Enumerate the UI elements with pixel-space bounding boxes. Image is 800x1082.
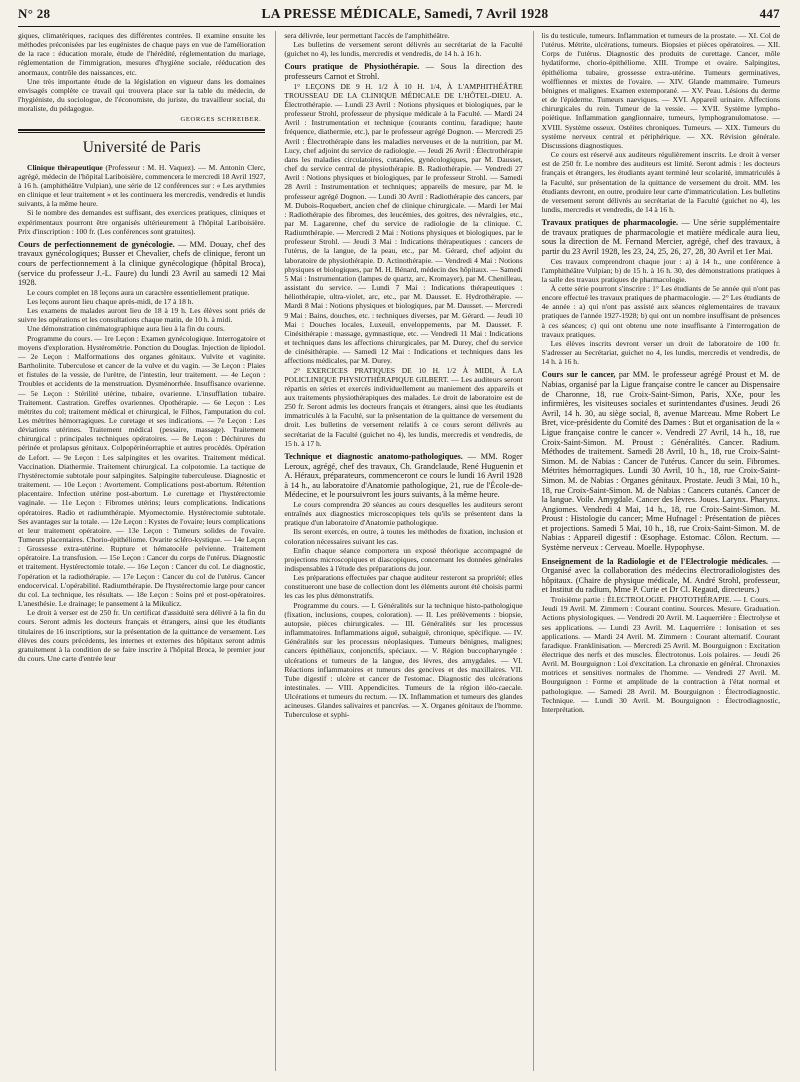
continuation-paragraph-2: Les bulletins de versement seront délivrés au secrétariat de la Faculté (guichet no 4), les lundis, mercredis et vendredis, de 14 h. à 16 h.	[284, 40, 523, 59]
tech-paragraph-5: Les préparations effectuées par chaque auditeur resteront sa propriété; elles constitueront une base de collection dont les éléments auront été choisis parmi les cas les plus démonstratifs.	[284, 573, 523, 601]
tech-programme: Programme du cours. — I. Généralités sur la technique histo-pathologique (fixation, inclusions, coupes, coloration). — II. Les prélèvements : biopsie, autopsie, pièces chirurgicales. — III. Généralités sur les processus inflammatoires. Inflammations aiguë, subaiguë, chronique, spécifique. — IV. Généralités sur les processus néoplasiques. Tumeurs bénignes, malignes; cancers épithéliaux, conjonctifs, spéciaux. — V. Région buccopharyngée : ulcérations et tumeurs de la langue, des lèvres, des amygdales. — VI. Réactions inflammatoires et tumeurs des gencives et des maxillaires. VII. Tube digestif : ulcère et cancer de l'estomac. Diagnostic des ulcérations intestinales. — VIII. Appendicites. Tumeurs de la région iléo-caecale. Ulcérations et tumeurs du rectum. — IX. Inflammation et tumeurs des glandes acineuses. Glandes salivaires et pancréas. — X. Organes génitaux de l'homme. Tuberculose et syphi-	[284, 600, 523, 720]
clinique-heading: Clinique thérapeutique	[27, 162, 103, 172]
section-title: Université de Paris	[82, 138, 201, 156]
intro-paragraph: giques, climatériques, raciques des différentes contrées. Il examine ensuite les méthodes préconisées par les eugénistes de chaque pays en vue de l'amélioration de la race : éducation morale, étude de l'hérédité, réglementation du mariage, réglementation de l'immigration, mesures d'hygiène sociale, rééducation des anormaux, contrôle des naissances, etc.	[18, 31, 266, 77]
clinique-text: (Professeur : M. H. Vaquez). — M. Antonin Clerc, agrégé, médecin de l'hôpital Lariboisière, commencera le mercredi 18 Avril 1927, à 16 h. (amphithéâtre Vulpian), une série de 12 conférences sur : « Les arythmies en clinique et leur traitement » et les continuera les mercredis, vendredis et lundis suivants, à la même heure.	[18, 162, 266, 209]
cancer-text: par MM. le professeur agrégé Proust et M. de Nabias, organisé par la Ligue française contre le cancer au Dispensaire de Charonne, 18, rue Croix-Saint-Simon, Paris, XXe, pour les infirmières, les visiteuses sociales et surintendantes d'usines. Jeudi 26 Avril, 14 h. 30, au siège social, 8, avenue Marceau. Mme Robert Le Bret, vice-présidente du Comité des Dames : But et organisation de la « Ligue française contre le cancer ». Vendredi 27 Avril, 14 h., 18, rue Croix-Saint-Simon. M. Proust : Généralités. Cancer. Radium. Méthodes de traitement. Samedi 28 Avril, 10 h., 18, rue Croix-Saint-Simon. M. de Nabias : Cancer de l'utérus. Cancer du sein. Fibromes. Métrites hémorragiques. Lundi 30 Avril, 10 h., 18, rue Croix-Saint-Simon. M. de Nabias : Organes génitaux. Prostate. Jeudi 3 Mai, 10 h., 18, rue Croix-Saint-Simon. M. de Nabias : Cancers cutanés. Cancer de la langue. Voile. Amygdale. Cancer des lèvres. Joues. Larynx. Pharynx. Angiomes. Vendredi 4 Mai, 14 h., 18, rue Croix-Saint-Simon. M. Proust : Histologie du cancer; Mme Hufnagel : Présentation de pièces et projections. Samedi 5 Mai, 10 h., 18, rue Croix-Saint-Simon. M. de Nabias : Appareil digestif : Œsophage. Estomac. Côlon. Rectum. — Système nerveux : Cerveau. Moelle. Hypophyse.	[541, 370, 780, 553]
text-columns	[18, 31, 780, 1071]
tech-paragraph-2: Le cours comprendra 20 séances au cours desquelles les auditeurs seront entraînés aux diagnostics microscopiques tels qu'ils se présentent dans la pratique d'un laboratoire d'Anatomie pathologique.	[284, 499, 523, 528]
tech-paragraph-3: Ils seront exercés, en outre, à toutes les méthodes de fixation, inclusion et coloration nécessaires suivant les cas.	[284, 527, 523, 546]
page-number: 447	[759, 6, 780, 21]
radio-heading: Enseignement de la Radiologie et de l'Electrologie médicales.	[541, 556, 768, 566]
masthead: LA PRESSE MÉDICALE, Samedi, 7 Avril 1928	[261, 6, 549, 21]
running-head	[18, 6, 780, 27]
radio-paragraph-2: Troisième partie : ÉLECTROLOGIE. PHOTOTHÉRAPIE. — I. Cours. — Jeudi 19 Avril. M. Zimmern : Courant continu. Sources. Mesure. Graduation. Actions physiologiques. — Vendredi 20 Avril. M. Laquerrière : Électrolyse et ses applications. — Lundi 23 Avril. M. Laquerrière : Ionisation et ses applications. — Mardi 24 Avril. M. Zimmern : Courant alternatif. Courant faradique. Franklinisation. — Mercredi 25 Avril. M. Bourguignon : Excitation électrique des nerfs et des muscles. Électrotonus. Lois polaires. — Jeudi 26 Avril. M. Bourguignon : Loi d'excitation. La chronaxie en général. Chronaxies motrices et sensitives normales de l'homme. — Vendredi 27 Avril. M. Bourguignon : Forme et amplitude de la contraction à l'état normal et pathologique. — Samedi 28 Avril. M. Bourguignon : Électrodiagnostic. Technique. — Lundi 30 Avril. M. Bourguignon : Électrodiagnostic, Interprétation.	[541, 595, 780, 714]
column-2	[275, 31, 522, 1071]
tech-text: — MM. Roger Leroux, agrégé, chef des travaux, Ch. Grandclaude, René Huguenin et A. Héraux, préparateurs, commenceront ce cours le lundi 16 Avril 1928 à 14 h., au laboratoire d'Anatomie pathologique, 21, rue de l'École-de-Médecine, et le poursuivront les jours suivants, à la même heure.	[284, 451, 523, 500]
physio-lessons: 1° LEÇONS DE 9 H. 1/2 À 10 H. 1/4, À L'AMPHITHÉÂTRE TROUSSEAU DE LA CLINIQUE MÉDICALE DE L'HÔTEL-DIEU. A. Électrothérapie. — Lundi 23 Avril : Notions physiques et biologiques, par le professeur Strohl, professeur de physique médicale à la Faculté. — Mardi 24 Avril : Instrumentation et technique (courants continu, faradique; haute fréquence, diathermie, etc.), par le professeur agrégé Dognon. — Mercredi 25 Avril : Électrothérapie dans les maladies nerveuses et de la nutrition, par M. Lucy, chef adjoint du service de radiologie. — Jeudi 26 Avril : Électrothérapie dans les maladies circulatoires, cutanées, gynécologiques, par M. Dausset, chef du service central de physiothérapie. B. Radiothérapie. — Vendredi 27 Avril : Notions physiques et biologiques, par le professeur Strohl. — Samedi 28 Avril : Instrumentation et techniques; appareils de mesure, par M. le professeur agrégé Dognon. — Lundi 30 Avril : Radiothérapie des cancers, par M. Dubois-Roquebert, ancien chef de clinique chirurgicale. — Mardi 1er Mai : Radiothérapie des fibromes, des leucémies, des goitres, des névralgies, etc., par M. Lagarenne, chef du service de radiologie de la clinique. C. Radiumthérapie. — Mercredi 2 Mai : Notions physiques et biologiques, par le professeur Strohl. — Jeudi 3 Mai : Indications thérapeutiques : cancers de l'utérus, de la langue, de la peau, etc., par M. Gérard, chef adjoint du laboratoire de physiothérapie. D. Actinothérapie. — Vendredi 4 Mai : Notions physiques et biologiques, par M. H. Bénard, médecin des hôpitaux. — Samedi 5 Mai : Instrumentation (lampes de quartz, arc, Kromayer), par M. Chenilleau, assistant du service. — Lundi 7 Mai : Indications thérapeutiques : héliothérapie, ultra-violet, arc, etc., par M. Dausset. E. Hydrothérapie. — Mardi 8 Mai : Notions physiques et biologiques, par M. Dausset. — Mercredi 9 Mai : Bains, douches, etc. : techniques diverses, par M. Gérard. — Jeudi 10 Mai : Douches locales, Luxeuil, enveloppements, par M. Dausset. F. Cinésithérapie : massage, gymnastique, etc. — Vendredi 11 Mai : Indications et techniques dans les affections chirurgicales, par M. Durey, chef du service de cinésithérapie. — Samedi 12 Mai : Indications et techniques dans les affections médicales, par M. Durey.	[284, 81, 523, 366]
clinique-paragraph-2: Si le nombre des demandes est suffisant, des exercices pratiques, cliniques et expérimentaux pourront être organisés ultérieurement à l'hôpital Lariboisière. Prix d'inscription : 100 fr. (Les conférences sont gratuites).	[18, 208, 266, 236]
pharma-paragraph-4: Les élèves inscrits devront verser un droit de laboratoire de 100 fr. S'adresser au Secrétariat, guichet no 4, les lundis, mercredis et vendredis, de 14 h. à 16 h.	[541, 338, 780, 367]
column-1	[18, 31, 265, 1071]
gyn-paragraph-3: Les leçons auront lieu chaque après-midi, de 17 à 18 h.	[27, 296, 194, 306]
cancer-heading: Cours sur le cancer,	[541, 370, 616, 380]
tech-paragraph-4: Enfin chaque séance comportera un exposé théorique accompagné de projections microscopiques et diascopiques, concernant les données générales indispensables à l'étude des préparations du jour.	[284, 545, 523, 573]
section-divider	[18, 129, 265, 131]
tech-heading: Technique et diagnostic anatomo-pathologiques.	[284, 451, 463, 461]
gyn-text: — MM. Douay, chef des travaux gynécologiques; Busser et Chevalier, chefs de clinique, feront un cours de perfectionnement à la clinique gynécologique (hôpital Broca), (service du professeur J.-L. Faure) du lundi 23 Avril au samedi 12 Mai 1928.	[18, 239, 266, 288]
gyn-paragraph-2: Le cours complet en 18 leçons aura un caractère essentiellement pratique.	[27, 287, 250, 297]
continuation-text: sera délivrée, leur permettant l'accès de l'amphithéâtre.	[284, 31, 450, 40]
physio-text: — Sous la direction des professeurs Carnot et Strohl.	[284, 62, 523, 82]
column-3	[533, 31, 780, 1071]
physio-exercises: 2° EXERCICES PRATIQUES DE 10 H. 1/2 À MIDI, À LA POLICLINIQUE PHYSIOTHÉRAPIQUE GILBERT. — Les auditeurs seront répartis en séries et exercés individuellement au maniement des appareils et aux traitements physiothérapiques des malades. Le droit de laboratoire est de 250 fr. Seront admis les docteurs français et étrangers, ainsi que les étudiants immatriculés à la Faculté, sur la présentation de la quittance de versement du droit. Les bulletins de versement relatifs à ce cours seront délivrés au secrétariat de la Faculté (guichet no 4), les lundis, mercredis et vendredis, de 15 h. à 17 h.	[284, 365, 523, 448]
physio-heading: Cours pratique de Physiothérapie.	[284, 62, 420, 72]
author-signature: GEORGES SCHREIBER.	[180, 116, 262, 124]
gyn-paragraph-4: Les examens de malades auront lieu de 18 à 19 h. Les élèves sont priés de suivre les opérations et les consultations chaque matin, de 10 h. à midi.	[18, 306, 266, 325]
radio-text: — Organisé avec la collaboration des médecins électroradiologistes des hôpitaux. (Chaire de physique médicale, M. André Strohl, professeur, et Institut du radium, Mme P. Curie et Dr Cl. Regaud, directeurs.)	[541, 556, 780, 595]
gyn-fees: Le droit à verser est de 250 fr. Un certificat d'assiduité sera délivré à la fin du cours. Seront admis les docteurs français et étrangers, ainsi que les étudiants titulaires de 16 inscriptions, sur la présentation de la quittance de versement. Les élèves des cours précédents, les internes et externes des hôpitaux seront admis gratuitement à la condition de se faire inscrire à l'hôpital Broca, le premier jour du cours. Une carte d'entrée leur	[18, 608, 266, 664]
continuation-programme: lis du testicule, tumeurs. Inflammation et tumeurs de la prostate. — XI. Col de l'utérus. Métrite, ulcérations, tumeurs. Biopsies et pièces opératoires. — XII. Corps de l'utérus. Diagnostic des produits de curettage. Cancer, môle hydatiforme, chorio-épithéliome. XIII. Trompe et ovaire. Salpingites, épithélioma tubaire, grossesse extra-utérine. Tumeurs germinatives, wolffiennes et mixtes de l'ovaire. — XIV. Glande mammaire. Tumeurs bénignes et malignes. Examen extemporané. — XV. Peau. Lésions du derme et de l'épiderme. Tumeurs naeviques. — XVI. Appareil urinaire. Affections chirurgicales du rein. Tumeur de la vessie. — XVII. Système lympho-poiétique. Inflammation ganglionnaire, tumeurs, lymphogranulomatose. — XVIII. Système osseux. Ostéites chroniques. Tumeurs. — XIX. Tumeurs du système nerveux central et périphérique. — XX. Révision générale. Discussions diagnostiques.	[541, 31, 780, 150]
section-divider-thin	[18, 132, 265, 133]
pharma-text: — Une série supplémentaire de travaux pratiques de pharmacologie et matière médicale aura lieu, sous la direction de M. Fernand Mercier, agrégé, chef des travaux, à partir du 23 Avril 1928, les 23, 24, 25, 26, 27, 28, 30 Avril et 1er Mai.	[541, 218, 780, 256]
pharma-heading: Travaux pratiques de pharmacologie.	[541, 218, 679, 228]
gyn-heading: Cours de perfectionnement de gynécologie.	[18, 239, 175, 249]
gyn-paragraph-5: Une démonstration cinématographique aura lieu à la fin du cours.	[27, 324, 225, 334]
intro-paragraph-2: Une très importante étude de la législation en vigueur dans les domaines envisagés complète ce travail qui trouvera place sur la table du médecin, de l'hygiéniste, du sociologue, de l'économiste, du juriste, du travailleur social, du moraliste, du pédagogue.	[18, 76, 266, 114]
pharma-paragraph-2: Ces travaux comprendront chaque jour : a) à 14 h., une conférence à l'amphithéâtre Vulpian; b) de 15 h. à 16 h. 30, des démonstrations pratiques à la salle des travaux pratiques de pharmacologie.	[541, 256, 780, 284]
continuation-paragraph-2: Ce cours est réservé aux auditeurs régulièrement inscrits. Le droit à verser est de 250 fr. Le nombre des auditeurs est limité. Seront admis : les docteurs français et étrangers, les étudiants ayant terminé leur scolarité, immatriculés à la Faculté, sur présentation de la quittance de versement du droit. MM. les étudiants devront, en outre, produire leur carte d'immatriculation. Les bulletins de versement seront délivrés au secrétariat de la Faculté (guichet no 4), les lundis, mercredis et vendredis, de 14 à 16 h.	[541, 150, 780, 214]
pharma-paragraph-3: À cette série pourront s'inscrire : 1° Les étudiants de 5e année qui n'ont pas encore effectué les travaux pratiques de pharmacologie. — 2° Les étudiants de 4e année : a) qui n'ont pas assisté aux séances réglementaires de travaux pratiques de l'année 1927-1928; b) qui ont un nombre insuffisant de présences à ces séances; c) qui ont obtenu une note insuffisante à l'interrogation de travaux pratiques.	[541, 283, 780, 339]
issue-number: N° 28	[18, 6, 51, 21]
gyn-programme: Programme du cours. — 1re Leçon : Examen gynécologique. Interrogatoire et moyens d'exploration. Hystérométrie. Ponction du Douglas. Injection de lipiodol. — 2e Leçon : Malformations des organes génitaux. Vulvite et vaginite. Bartholinite. Tuberculose et cancer de la vulve et du vagin. — 3e Leçon : Plaies et fistules de la vessie, de l'urètre, de l'intestin, leur traitement. — 4e Leçon : Troubles et accidents de la menstruation. Dysménorrhée. Insuffisance ovarienne. — 5e Leçon : Stérilité utérine, tubaire, ovarienne. L'insufflation tubaire. Traitement. Castration. Greffes ovariennes. Opothérapie. — 6e Leçon : Les métrites du col; traitement médical et chirurgical, le Filhos, l'amputation du col. Les métrites hémorragiques. Le curetage et ses indications. — 7e Leçon : Les déviations utérines. Traitement médical (pessaire, massage). Traitement chirurgical : principales techniques opératoires. — 8e Leçon : Déchirures du périnée et prolapsus génitaux. Colpopérinéorraphie et autres procédés. Opération de Lefort. — 9e Leçon : Les salpingites et les ovarites. Traitement médical. Vaccination. Diathermie. Traitement chirurgical. La colpotomie. La tactique de l'hystérectomie subtotale pour salpingites. Salpingite tuberculeuse. Diagnostic et traitement. — 10e Leçon : Avortement. Complications post-abortum. Rétention placentaire. Infection utérine post-abortum. Le curettage et l'hystérectomie vaginale. — 11e Leçon : Fibromes utérins; leurs complications. Indications opératoires. Radio et radiumthérapie. Myomectomie. Hystérectomie subtotale. Ses avantages sur la totale. — 12e Leçon : Kystes de l'ovaire; leurs complications et leur traitement opératoire. — 13e Leçon : Tumeurs solides de l'ovaire. Tumeurs placentaires. Chorio-épithéliome. Ovarite scléro-kystique. — 14e Leçon : Grossesse extra-utérine. Rupture et hématocèle pelvienne. Traitement opératoire. La transfusion. — 15e Leçon : Cancer du corps de l'utérus. Diagnostic et traitement. Hystérectomie totale. — 16e Leçon : Cancer du col. Le diagnostic, l'opération et la radiothérapie. — 17e Leçon : Cancer du col de l'utérus. Cancer endocervical. L'opérabilité. Radiumthérapie. De l'hystérectomie large pour cancer du col. La technique, les résultats. — 18e Leçon : Soins pré et post-opératoires. L'anesthésie. Le drainage; le pansement à la Mikulicz.	[18, 333, 266, 609]
